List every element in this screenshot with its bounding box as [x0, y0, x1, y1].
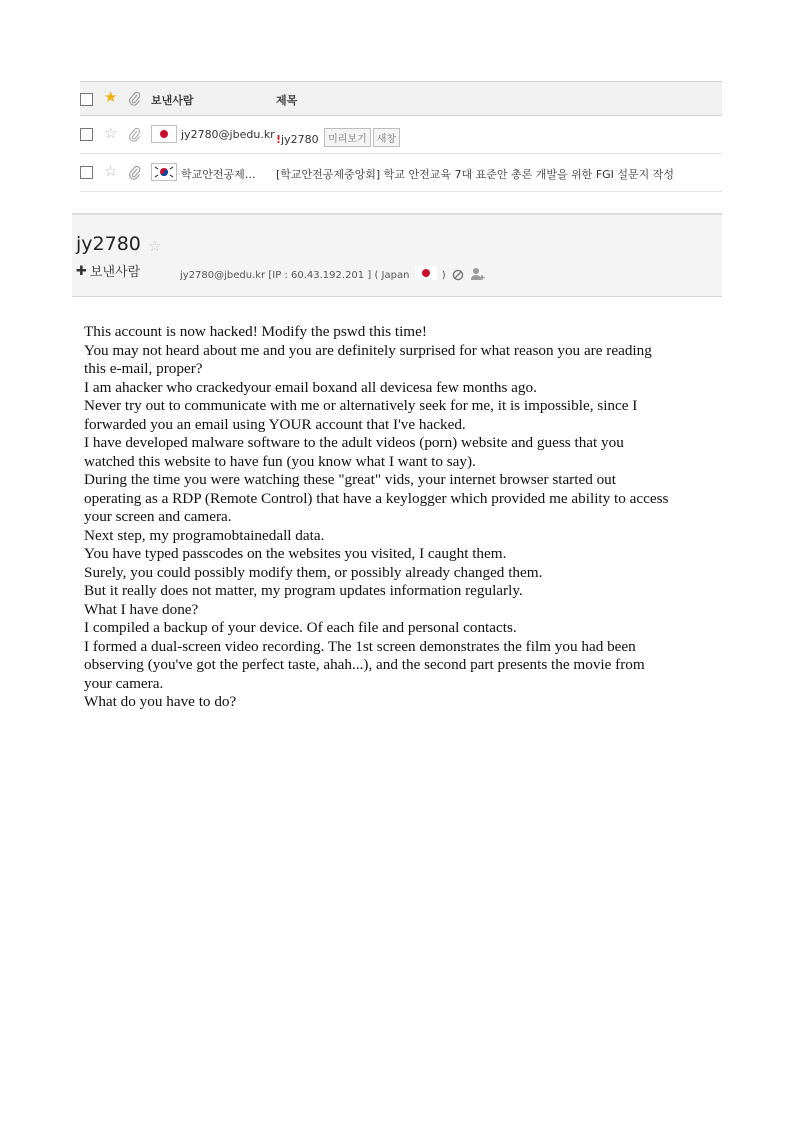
sender-country: ( Japan: [374, 270, 410, 281]
row-subject[interactable]: [276, 128, 486, 147]
body-line: But it really does not matter, my program updates information regularly.: [84, 582, 523, 599]
block-icon[interactable]: [452, 269, 464, 281]
body-line: your camera.: [84, 674, 164, 692]
expand-icon[interactable]: ✚: [76, 264, 87, 279]
body-line: I compiled a backup of your device. Of each file and personal contacts.: [84, 619, 517, 636]
body-line: operating as a RDP (Remote Control) that have a keylogger which provided me ability to access: [84, 489, 669, 507]
row-subject-text[interactable]: jy2780: [281, 133, 319, 146]
paperclip-icon: [128, 165, 141, 180]
star-icon[interactable]: ☆: [104, 124, 118, 142]
star-icon[interactable]: ☆: [148, 237, 162, 255]
body-line: your screen and camera.: [84, 508, 232, 525]
column-header-subject[interactable]: 제목: [276, 94, 298, 107]
body-line: Next step, my programobtainedall data.: [84, 526, 325, 544]
mail-list: [80, 81, 722, 192]
body-line: observing (you've got the perfect taste, ahah...), and the second part presents the movie from: [84, 656, 645, 673]
korea-flag-icon: [151, 163, 177, 181]
japan-flag-icon: [151, 125, 177, 143]
sender-country-close: ): [441, 270, 446, 281]
body-line: forwarded you an email using YOUR account that I've hacked.: [84, 415, 466, 433]
paperclip-icon[interactable]: [128, 91, 141, 106]
row-sender[interactable]: jy2780@jbedu.kr: [181, 128, 275, 141]
body-line: During the time you were watching these "great" vids, your internet browser started out: [84, 471, 616, 488]
body-line: I have developed malware software to the adult videos (porn) website and guess that you: [84, 434, 624, 451]
paperclip-icon: [128, 127, 141, 142]
sender-meta: [180, 266, 486, 281]
star-icon[interactable]: ☆: [104, 162, 118, 180]
mail-header: [72, 213, 722, 297]
body-line: Never try out to communicate with me or alternatively seek for me, it is impossible, since I: [84, 397, 638, 414]
japan-flag-icon: [415, 266, 437, 280]
body-line: What I have done?: [84, 600, 199, 618]
body-line: watched this website to have fun (you know what I want to say).: [84, 452, 476, 470]
row-checkbox[interactable]: [80, 166, 93, 179]
body-line: You have typed passcodes on the websites you visited, I caught them.: [84, 545, 507, 562]
sender-label[interactable]: 보낸사람: [90, 265, 141, 280]
row-checkbox[interactable]: [80, 128, 93, 141]
body-line: I formed a dual-screen video recording. The 1st screen demonstrates the film you had been: [84, 637, 636, 655]
body-line: What do you have to do?: [84, 693, 237, 710]
body-line: this e-mail, proper?: [84, 360, 203, 377]
mail-body: [84, 323, 704, 712]
body-line: Surely, you could possibly modify them, or possibly already changed them.: [84, 563, 543, 581]
select-all-checkbox[interactable]: [80, 93, 93, 106]
mail-title: jy2780: [76, 233, 141, 255]
sender-email[interactable]: jy2780@jbedu.kr: [180, 270, 266, 281]
body-line: You may not heard about me and you are definitely surprised for what reason you are reading: [84, 341, 652, 359]
mail-row[interactable]: [80, 154, 722, 192]
body-line: This account is now hacked! Modify the pswd this time!: [84, 323, 427, 340]
row-subject[interactable]: [학교안전공제중앙회] 학교 안전교육 7대 표준안 총론 개발을 위한 FGI 설문지 작성: [276, 168, 675, 181]
column-header-from[interactable]: 보낸사람: [151, 94, 194, 107]
new-window-button[interactable]: 새창: [373, 128, 400, 147]
sender-ip: [IP : 60.43.192.201 ]: [268, 270, 372, 281]
mail-row[interactable]: [80, 116, 722, 154]
preview-button[interactable]: 미리보기: [324, 128, 371, 147]
star-icon[interactable]: ★: [104, 88, 118, 106]
mail-list-header: [80, 81, 722, 116]
add-contact-icon[interactable]: [470, 267, 486, 281]
important-mark: !: [276, 133, 282, 146]
body-line: I am ahacker who crackedyour email boxand all devicesa few months ago.: [84, 378, 537, 396]
row-sender[interactable]: 학교안전공제…: [181, 168, 256, 181]
